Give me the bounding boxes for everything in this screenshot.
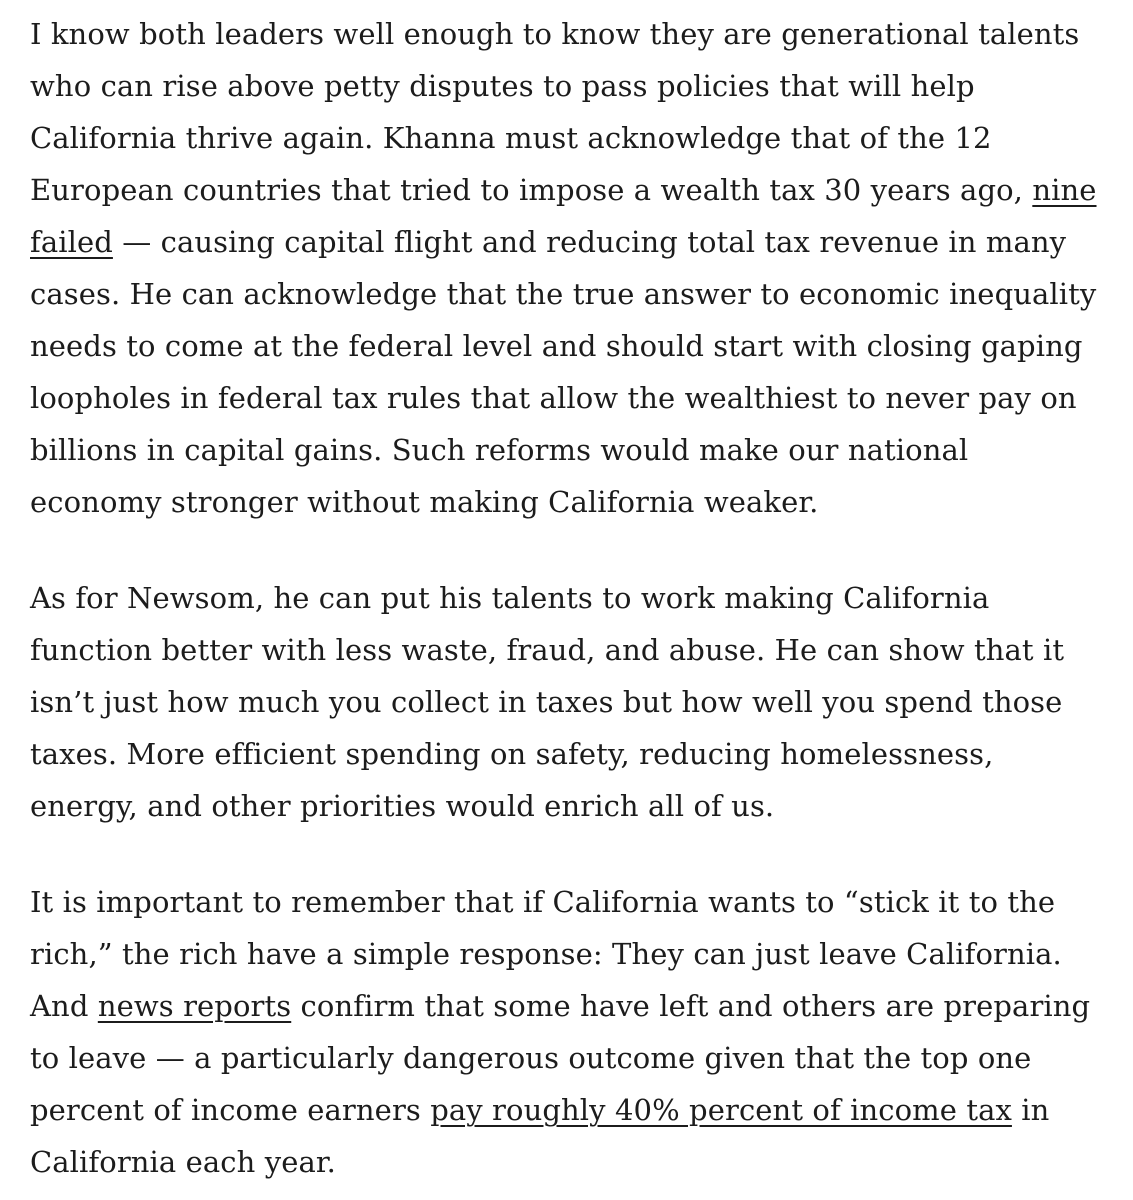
paragraph xyxy=(30,572,1103,832)
text-run: I know both leaders well enough to know they are generational talents who can rise above petty disputes to pass policies that will help California thrive again. Khanna must acknowledge that of the 12 European countries that tried to impose a wealth tax 30 years ago, xyxy=(30,17,1080,207)
paragraph xyxy=(30,8,1103,528)
inline-link[interactable]: nine failed xyxy=(30,173,1097,259)
inline-link[interactable]: news reports xyxy=(97,989,292,1023)
text-run: in California each year. xyxy=(30,1093,1050,1179)
paragraph xyxy=(30,876,1103,1188)
text-run: As for Newsom, he can put his talents to work making California function better with less waste, fraud, and abuse. He can show that it isn’t just how much you collect in taxes but how well you spend those taxes. More efficient spending on safety, reducing homelessness, energy, and other priorities would enrich all of us. xyxy=(30,581,1065,823)
text-run: It is important to remember that if California wants to “stick it to the rich,” the rich have a simple response: They can just leave California. And xyxy=(30,885,1062,1023)
inline-link[interactable]: pay roughly 40% percent of income tax xyxy=(430,1093,1012,1127)
text-run: — causing capital flight and reducing total tax revenue in many cases. He can acknowledge that the true answer to economic inequality needs to come at the federal level and should start with closing gaping loopholes in federal tax rules that allow the wealthiest to never pay on billions in capital gains. Such reforms would make our national economy stronger without making California weaker. xyxy=(30,225,1097,519)
text-run: confirm that some have left and others are preparing to leave — a particularly dangerous outcome given that the top one percent of income earners xyxy=(30,989,1091,1127)
